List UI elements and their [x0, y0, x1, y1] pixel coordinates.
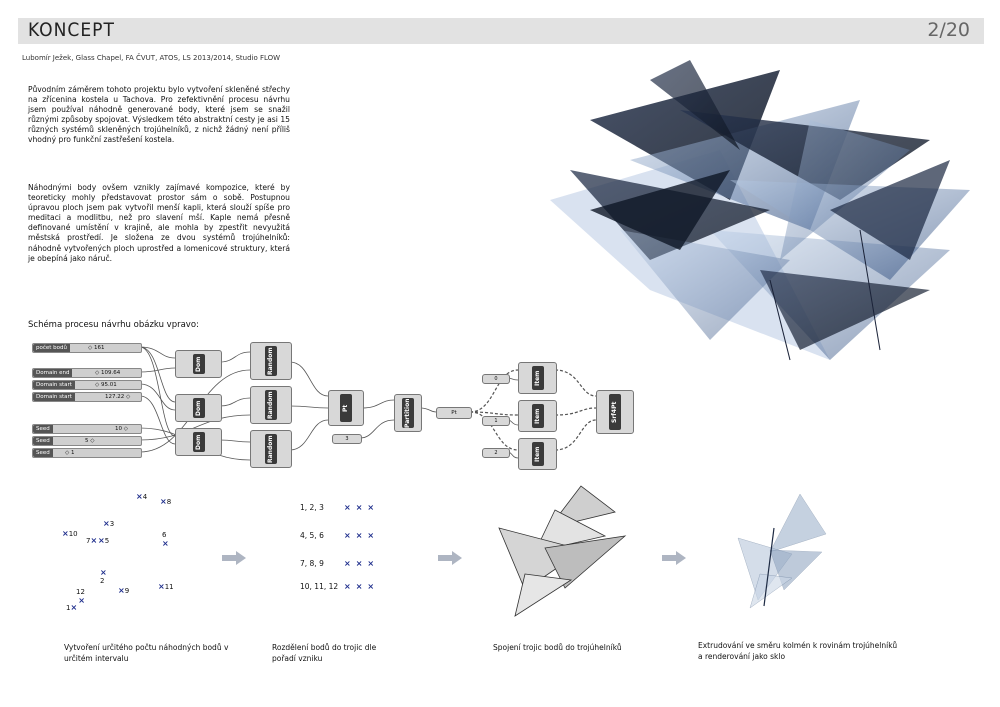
panel-three[interactable]: 3	[332, 434, 362, 444]
paragraph-intro: Původním záměrem tohoto projektu bylo vytvoření skleněné střechy na zřícenina kostela u Tachova. Pro zefektivnění procesu návrhu jsem používal náhodně generované body, které jsem se snažil různými způsoby spojovat. Výsledkem této abstraktní cesty je asi 15 různých systémů skleněných trojúhelníků, z nichž žádný není příliš vhodný pro funkční zastřešení kostela.	[28, 85, 290, 145]
component-item-2[interactable]: Item	[518, 400, 557, 432]
extruded-glass-image	[730, 490, 830, 610]
point-9: ×9	[118, 586, 130, 595]
point-11: ×11	[158, 582, 174, 591]
point-6: 6 ×	[162, 531, 169, 548]
component-random-2[interactable]: Random	[250, 386, 292, 424]
slider-domain-end[interactable]: Domain end ◇ 109.64	[32, 368, 142, 378]
triple-label: 1, 2, 3	[300, 503, 324, 512]
slider-seed-2[interactable]: Seed 5 ◇	[32, 436, 142, 446]
slider-domain-start-2[interactable]: Domain start 127.22 ◇	[32, 392, 142, 402]
triple-marks: ×××	[344, 582, 380, 591]
component-pt[interactable]: Pt	[328, 390, 364, 426]
point-12: 12 ×	[76, 588, 85, 605]
triple-marks: ×××	[344, 559, 380, 568]
component-dom-1[interactable]: Dom	[175, 350, 222, 378]
caption-random-points: Vytvoření určitého počtu náhodných bodů v určitém intervalu	[64, 643, 229, 663]
arrow-right-icon	[662, 551, 686, 565]
arrow-right-icon	[438, 551, 462, 565]
slider-seed-3[interactable]: Seed ◇ 1	[32, 448, 142, 458]
slider-point-count[interactable]: počet bodů ◇ 161	[32, 343, 142, 353]
schema-title: Schéma procesu návrhu obázku vpravo:	[28, 320, 199, 330]
triple-marks: ×××	[344, 503, 380, 512]
slider-seed-1[interactable]: Seed 10 ◇	[32, 424, 142, 434]
component-random-3[interactable]: Random	[250, 430, 292, 468]
page-number: 2/20	[927, 19, 970, 41]
panel-two[interactable]: 2	[482, 448, 510, 458]
point-8: ×8	[160, 497, 172, 506]
component-random-1[interactable]: Random	[250, 342, 292, 380]
arrow-right-icon	[222, 551, 246, 565]
slider-domain-start-1[interactable]: Domain start ◇ 95.01	[32, 380, 142, 390]
triple-label: 7, 8, 9	[300, 559, 324, 568]
component-item-1[interactable]: Item	[518, 362, 557, 394]
panel-one[interactable]: 1	[482, 416, 510, 426]
page-title: KONCEPT	[28, 19, 115, 41]
point-1: 1×	[66, 603, 78, 612]
point-10: ×10	[62, 529, 78, 538]
component-partition[interactable]: Partition	[394, 394, 422, 432]
point-2: × 2	[100, 568, 107, 585]
paragraph-chapel: Náhodnými body ovšem vznikly zajímavé kompozice, které by teoreticky mohly představovat prostor sám o sobě. Postupnou úpravou ploch jsem pak vytvořil menší kapli, která slouží spíše pro meditaci a modlitbu, než pro slavení mší. Kaple nemá přesně definované umístění v krajině, ale mohla by zpestřit nevyužitá městská prostředí. Je složena ze dvou systémů trojúhelníků: náhodně vytvořených ploch uprostřed a lomenicové struktury, která je obepíná jako náruč.	[28, 183, 290, 263]
caption-triangles: Spojení trojic bodů do trojúhelníků	[493, 643, 622, 652]
triangles-diagram	[495, 480, 635, 620]
caption-triples: Rozdělení bodů do trojic dle pořadí vzniku	[272, 643, 377, 663]
triple-label: 4, 5, 6	[300, 531, 324, 540]
point-7: 7×	[86, 536, 98, 545]
triple-label: 10, 11, 12	[300, 582, 339, 591]
component-srf4pt[interactable]: Srf4Pt	[596, 390, 634, 434]
component-dom-3[interactable]: Dom	[175, 428, 222, 456]
author-line: Lubomír Ježek, Glass Chapel, FA ČVUT, ATOS, LS 2013/2014, Studio FLOW	[22, 54, 281, 62]
triple-marks: ×××	[344, 531, 380, 540]
point-3: ×3	[103, 519, 115, 528]
caption-extrude: Extrudování ve směru kolmén k rovinám trojúhelníků a renderování jako sklo	[698, 641, 898, 661]
point-5: ×5	[98, 536, 110, 545]
component-item-3[interactable]: Item	[518, 438, 557, 470]
panel-zero[interactable]: 0	[482, 374, 510, 384]
component-dom-2[interactable]: Dom	[175, 394, 222, 422]
point-4: ×4	[136, 492, 148, 501]
param-pt[interactable]: Pt	[436, 407, 472, 419]
